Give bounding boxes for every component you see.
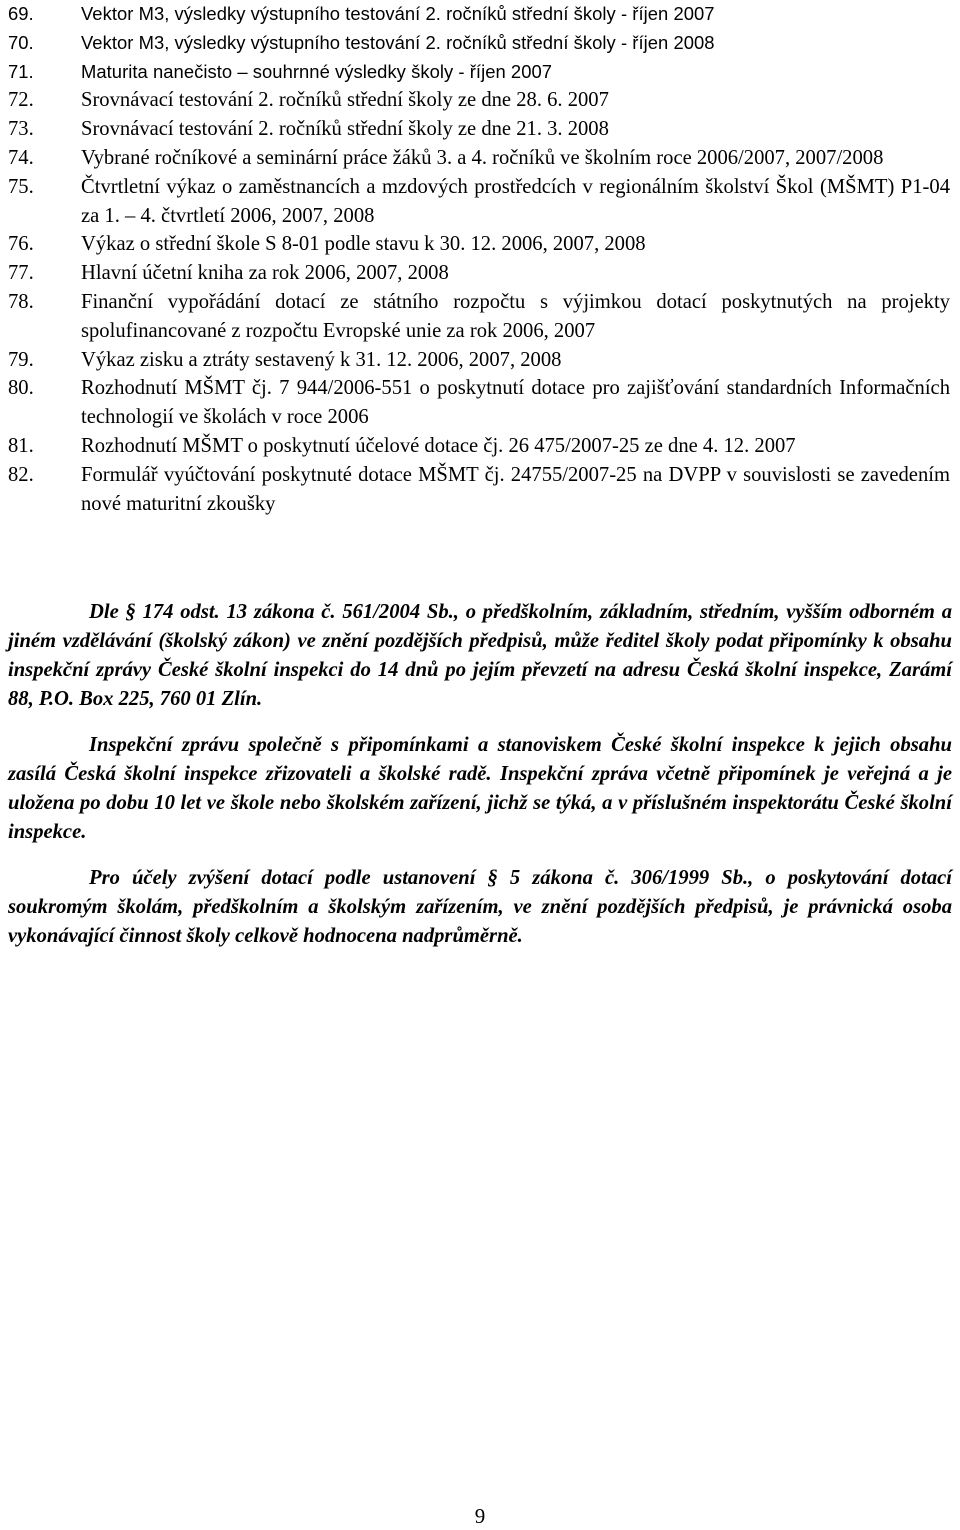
list-item-text: Rozhodnutí MŠMT čj. 7 944/2006-551 o poskytnutí dotace pro zajišťování standardních Informačních technologií ve školách v roce 2006 [81,377,950,429]
list-item-number: 76. [8,233,34,256]
list-item-number: 69. [8,3,34,24]
list-item-number: 75. [8,175,34,198]
list-item-text: Čtvrtletní výkaz o zaměstnancích a mzdových prostředcích v regionálním školství Škol (MŠMT) P1-04 za 1. – 4. čtvrtletí 2006, 2007, 2008 [81,175,950,227]
list-item [0,432,952,461]
document-paragraphs [0,598,952,968]
list-item-text: Srovnávací testování 2. ročníků střední školy ze dne 28. 6. 2007 [81,89,609,112]
list-item [0,230,952,259]
list-item-text: Finanční vypořádání dotací ze státního rozpočtu s výjimkou dotací poskytnutých na projekty spolufinancované z rozpočtu Evropské unie za rok 2006, 2007 [81,290,950,342]
list-item-number: 72. [8,89,34,112]
list-item-number: 78. [8,290,34,313]
list-item-number: 79. [8,348,34,371]
paragraph-subsidy-evaluation: Pro účely zvýšení dotací podle ustanovení § 5 zákona č. 306/1999 Sb., o poskytování dotací soukromým školám, předškolním a školským zařízením, ve znění pozdějších předpisů, je právnická osoba vykonávající činnost školy celkově hodnocena nadprůměrně. [8,867,952,947]
list-item-text: Výkaz o střední škole S 8-01 podle stavu k 30. 12. 2006, 2007, 2008 [81,233,646,256]
list-item-number: 70. [8,31,34,53]
list-item-number: 77. [8,262,34,285]
list-item-text: Maturita nanečisto – souhrnné výsledky školy - říjen 2007 [81,60,553,82]
list-item [0,461,952,519]
list-item-text: Výkaz zisku a ztráty sestavený k 31. 12. 2006, 2007, 2008 [81,348,562,371]
list-item [0,144,952,173]
list-item [0,173,952,231]
list-item-text: Rozhodnutí MŠMT o poskytnutí účelové dotace čj. 26 475/2007-25 ze dne 4. 12. 2007 [81,434,796,457]
list-item-number: 73. [8,118,34,141]
list-item [0,115,952,144]
list-item-number: 74. [8,146,34,169]
paragraph-report-distribution: Inspekční zprávu společně s připomínkami a stanoviskem České školní inspekce k jejich obsahu zasílá Česká školní inspekce zřizovateli a školské radě. Inspekční zpráva včetně připomínek je veřejná a je uložena po dobu 10 let ve škole nebo školském zařízení, jichž se týká, a v příslušném inspektorátu České školní inspekce. [8,734,952,843]
list-item-text: Hlavní účetní kniha za rok 2006, 2007, 2008 [81,262,449,285]
list-item-number: 71. [8,60,34,82]
list-item-text: Srovnávací testování 2. ročníků střední školy ze dne 21. 3. 2008 [81,118,609,141]
list-item-text: Vektor M3, výsledky výstupního testování 2. ročníků střední školy - říjen 2007 [81,3,715,24]
list-item-text: Vybrané ročníkové a seminární práce žáků 3. a 4. ročníků ve školním roce 2006/2007, 2007/2008 [81,146,884,169]
page-number: 9 [474,1504,486,1528]
list-item-number: 81. [8,434,34,457]
list-item [0,86,952,115]
list-item [0,29,952,58]
list-item [0,346,952,375]
list-item-number: 80. [8,377,34,400]
list-item [0,259,952,288]
paragraph-comments-right: Dle § 174 odst. 13 zákona č. 561/2004 Sb., o předškolním, základním, středním, vyšším odborném a jiném vzdělávání (školský zákon) ve znění pozdějších předpisů, může ředitel školy podat připomínky k obsahu inspekční zprávy České školní inspekci do 14 dnů po jejím převzetí na adresu Česká školní inspekce, Zarámí 88, P.O. Box 225, 760 01 Zlín. [8,601,952,710]
list-item [0,374,952,432]
document-list [0,0,952,518]
list-item [0,58,952,87]
list-item [0,288,952,346]
list-item-text: Vektor M3, výsledky výstupního testování 2. ročníků střední školy - říjen 2008 [81,31,715,53]
list-item [0,0,952,29]
list-item-text: Formulář vyúčtování poskytnuté dotace MŠMT čj. 24755/2007-25 na DVPP v souvislosti se zavedením nové maturitní zkoušky [81,463,950,515]
list-item-number: 82. [8,463,34,486]
